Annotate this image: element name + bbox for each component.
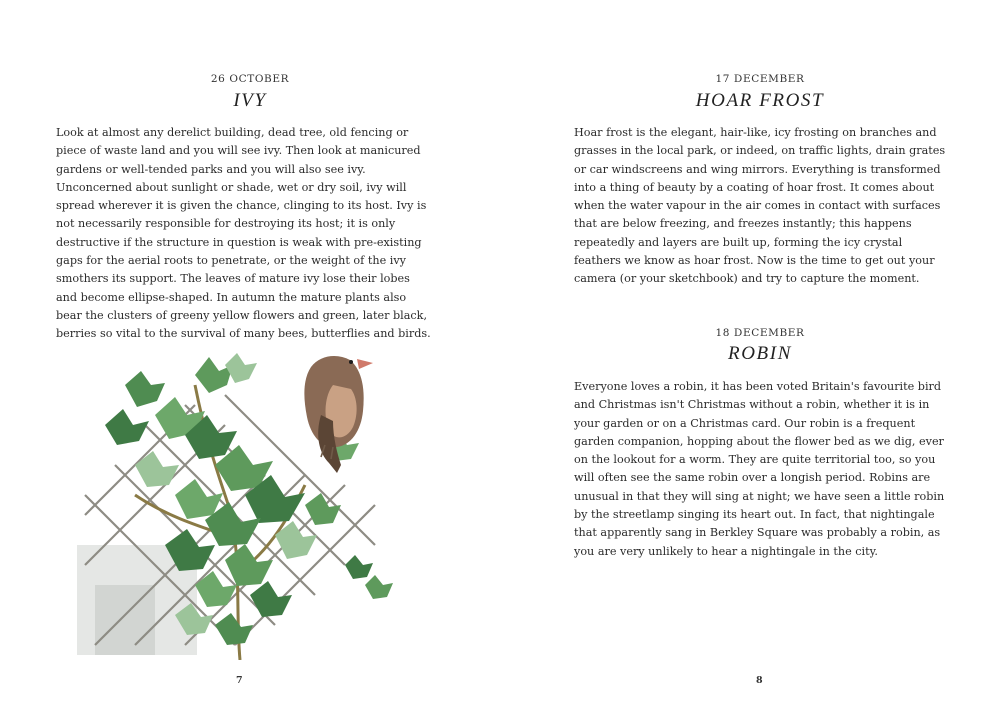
entry-date: 18 DECEMBER (715, 327, 805, 339)
page-number: 8 (756, 675, 763, 686)
ivy-robin-illustration (75, 345, 395, 660)
page-number: 7 (236, 675, 243, 686)
entry-title: IVY (233, 90, 267, 111)
entry-body: Look at almost any derelict building, dead tree, old fencing or piece of waste land and you will see ivy. Then look at manicured gardens or well-tended parks and you will also see ivy. Unconcerned about sunlight or shade, wet or dry soil, ivy will spread wherever it is given the chance, clinging to its host. Ivy is not necessarily responsible for destroying its host; it is only destructive if the structure in question is weak with pre-existing gaps for the aerial roots to penetrate, or the weight of the ivy smothers its support. The leaves of mature ivy lose their lobes and become ellipse-shaped. In autumn the mature plants also bear the clusters of greeny yellow flowers and green, later black, berries so vital to the survival of many bees, butterflies and birds. (56, 126, 431, 341)
entry-body: Hoar frost is the elegant, hair-like, icy frosting on branches and grasses in the local park, or indeed, on traffic lights, drain grates or car windscreens and wing mirrors. Everything is transformed into a thing of beauty by a coating of hoar frost. It comes about when the water vapour in the air comes in contact with surfaces that are below freezing, and freezes instantly; this happens repeatedly and layers are built up, forming the icy crystal feathers we know as hoar frost. Now is the time to get out your camera (or your sketchbook) and try to capture the moment. (574, 126, 946, 286)
entry-date: 17 DECEMBER (715, 73, 805, 85)
entry-body: Everyone loves a robin, it has been voted Britain's favourite bird and Christmas isn't Christmas without a robin, whether it is in your garden or on a Christmas card. Our robin is a frequent garden companion, hopping about the flower bed as we dig, ever on the lookout for a worm. They are quite territorial too, so you will often see the same robin over a longish period. Robins are unusual in that they will sing at night; we have seen a little robin by the streetlamp singing its heart out. In fact, that nightingale that apparently sang in Berkley Square was probably a robin, as you are very unlikely to hear a nightingale in the city. (574, 380, 945, 558)
entry-title: HOAR FROST (695, 90, 825, 111)
right-page (500, 0, 1000, 706)
entry-title: ROBIN (728, 343, 792, 364)
entry-date: 26 OCTOBER (210, 73, 290, 85)
